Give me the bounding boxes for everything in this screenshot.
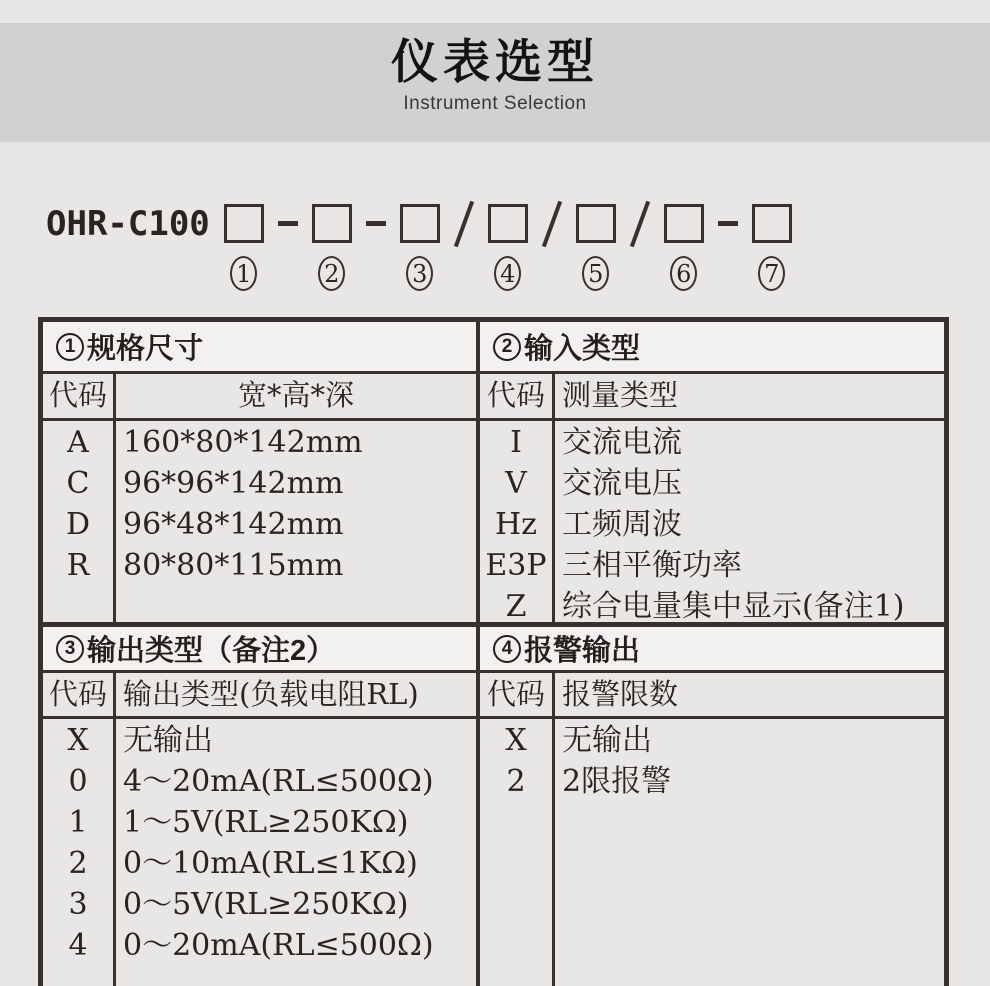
page-subtitle: Instrument Selection: [403, 93, 587, 114]
model-code-box: [224, 204, 264, 243]
table-row-desc: 0～5V(RL≥250KΩ): [123, 887, 409, 922]
section3-title: [43, 627, 476, 670]
model-prefix: OHR-C100: [46, 204, 210, 244]
table-row-desc: 160*80*142mm: [123, 425, 363, 460]
table-body-row: [43, 418, 944, 622]
table-body-row: [43, 716, 944, 986]
table-row-code: R: [66, 548, 90, 583]
table-row-desc: 工频周波: [562, 507, 682, 542]
table-row-desc: 96*96*142mm: [123, 466, 344, 501]
table-row-code: E3P: [485, 548, 547, 583]
table-row-desc: 1～5V(RL≥250KΩ): [123, 805, 409, 840]
table-row-desc: 2限报警: [562, 764, 672, 799]
table-row-code: D: [65, 507, 91, 542]
model-position: [488, 204, 528, 291]
table-row-desc: 交流电压: [562, 466, 682, 501]
table-row-desc: 96*48*142mm: [123, 507, 344, 542]
table-row-desc: 无输出: [123, 723, 213, 758]
table-row-code: 2: [506, 764, 526, 799]
model-position: [664, 204, 704, 291]
table-row-code: 2: [68, 846, 88, 881]
circled-3-icon: 3: [56, 635, 84, 663]
circled-2-icon: 2: [493, 333, 521, 361]
section-header-row: [43, 322, 944, 371]
table-row-code: X: [67, 723, 89, 758]
section2-body: [476, 421, 944, 622]
section-header-row: [43, 622, 944, 670]
table-row-desc: 0～20mA(RL≤500Ω): [123, 928, 434, 963]
position-number-circle: 1: [230, 256, 257, 291]
model-position: [400, 204, 440, 291]
table-row-code: Hz: [495, 507, 537, 542]
position-number-circle: 7: [758, 256, 785, 291]
section3-code-header: 代码: [43, 673, 116, 716]
model-code-box: [752, 204, 792, 243]
table-row-desc: 三相平衡功率: [562, 548, 742, 583]
table-row-code: A: [67, 425, 89, 460]
model-position: [752, 204, 792, 291]
model-code-box: [312, 204, 352, 243]
table-row-desc: 交流电流: [562, 425, 682, 460]
model-code-box: [488, 204, 528, 243]
section1-desc-header: 宽*高*深: [237, 378, 354, 413]
section3-body: [43, 719, 476, 986]
table-row-desc: 4～20mA(RL≤500Ω): [123, 764, 434, 799]
section2-desc-header: 测量类型: [562, 378, 679, 413]
section4-code-header: 代码: [480, 673, 555, 716]
section2-title: [476, 322, 944, 371]
table-row-desc: 0～10mA(RL≤1KΩ): [123, 846, 418, 881]
section1-code-header: 代码: [43, 374, 116, 418]
position-number-circle: 2: [318, 256, 345, 291]
page-title: 仪表选型: [391, 35, 599, 88]
section4-desc-header: 报警限数: [562, 676, 679, 711]
model-code-box: [664, 204, 704, 243]
table-row-code: C: [66, 466, 90, 501]
slash-separator-icon: [542, 204, 562, 243]
position-number-circle: 3: [406, 256, 433, 291]
section1-body: [43, 421, 476, 622]
section1-title: [43, 322, 476, 371]
dash-separator-icon: [718, 204, 738, 243]
section4-label: 报警输出: [524, 635, 641, 667]
section3-label: 输出类型（备注2）: [87, 635, 336, 667]
circled-4-icon: 4: [493, 635, 521, 663]
table-row-desc: 80*80*115mm: [123, 548, 344, 583]
section1-label: 规格尺寸: [87, 333, 204, 365]
selection-table: [38, 317, 949, 986]
model-position: [576, 204, 616, 291]
section3-desc-header: 输出类型(负载电阻RL): [123, 676, 419, 711]
table-row-desc: 无输出: [562, 723, 652, 758]
column-header-row: [43, 670, 944, 716]
table-row-code: Z: [505, 589, 527, 624]
table-row-code: 3: [68, 887, 88, 922]
title-band: [0, 23, 990, 142]
model-position: [224, 204, 264, 291]
section2-code-header: 代码: [480, 374, 555, 418]
model-code-box: [400, 204, 440, 243]
position-number-circle: 6: [670, 256, 697, 291]
model-position: [312, 204, 352, 291]
section4-body: [476, 719, 944, 986]
column-header-row: [43, 371, 944, 418]
dash-separator-icon: [366, 204, 386, 243]
table-row-code: X: [505, 723, 527, 758]
model-code-box: [576, 204, 616, 243]
table-row-code: 4: [68, 928, 88, 963]
position-number-circle: 4: [494, 256, 521, 291]
section4-title: [476, 627, 944, 670]
table-row-desc: 综合电量集中显示(备注1): [562, 589, 905, 624]
position-number-circle: 5: [582, 256, 609, 291]
model-code-line: [46, 204, 792, 291]
circled-1-icon: 1: [56, 333, 84, 361]
dash-separator-icon: [278, 204, 298, 243]
slash-separator-icon: [630, 204, 650, 243]
table-row-code: I: [510, 425, 522, 460]
table-row-code: 1: [68, 805, 88, 840]
table-row-code: 0: [68, 764, 88, 799]
slash-separator-icon: [454, 204, 474, 243]
section2-label: 输入类型: [524, 333, 641, 365]
table-row-code: V: [505, 466, 527, 501]
